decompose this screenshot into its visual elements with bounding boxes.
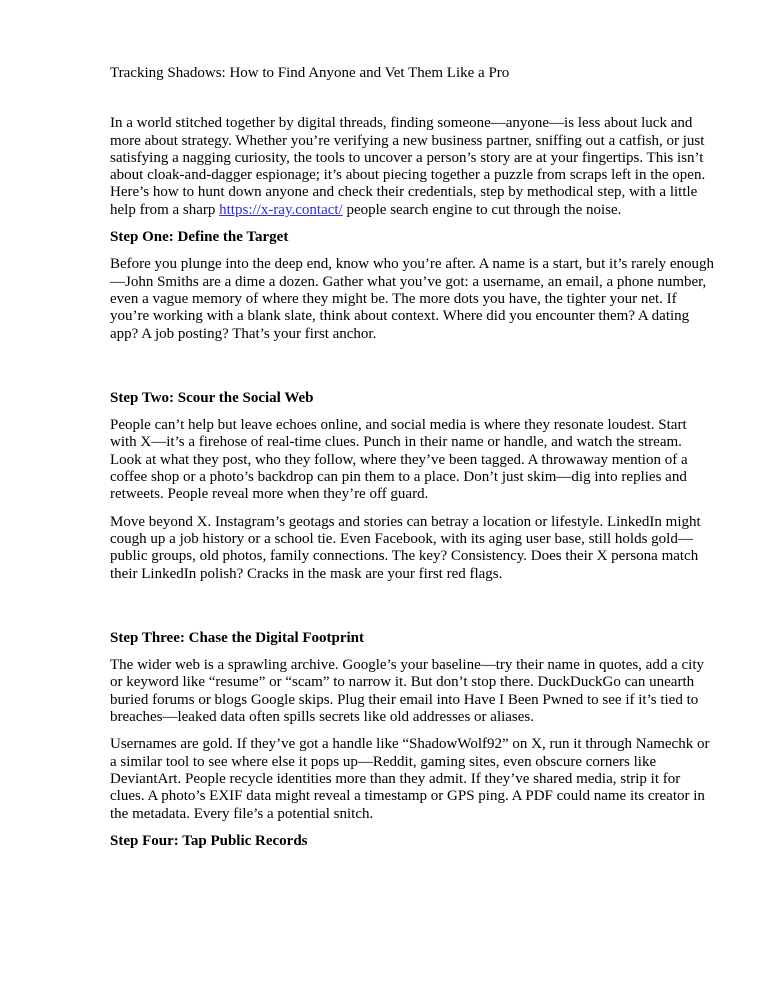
x-ray-contact-link[interactable]: https://x-ray.contact/ (219, 201, 343, 218)
paragraph: The wider web is a sprawling archive. Google’s your baseline—try their name in quotes, add a city or keyword like “resume” or “scam” to narrow it. But don’t stop there. DuckDuckGo can unearth buried forums or blogs Google skips. Plug their email into Have I Been Pwned to see if it’s tied to breaches—leaked data often spills secrets like old addresses or aliases. (110, 657, 704, 726)
section-heading: Step Four: Tap Public Records (110, 832, 308, 849)
section-heading: Step One: Define the Target (110, 229, 289, 246)
section-heading: Step Three: Chase the Digital Footprint (110, 629, 365, 646)
paragraph-text-run: In a world stitched together by digital threads, finding someone—anyone—is less about luck and more about strategy. Whether you’re verifying a new business partner, sniffing out a catfish, or just satisfying a nagging curiosity, the tools to uncover a person’s story are at your fingertips. This isn’t about cloak-and-dagger espionage; it’s about piecing together a puzzle from scraps left in the open. Here’s how to hunt down anyone and check their credentials, step by methodical step, with a little help from a sharp (110, 115, 706, 218)
paragraph: People can’t help but leave echoes online, and social media is where they resonate loudest. Start with X—it’s a firehose of real-time clues. Punch in their name or handle, and watch the stream. Look at what they post, who they follow, where they’ve been tagged. A throwaway mention of a coffee shop or a photo’s backdrop can pin them to a place. Don’t just skim—dig into replies and retweets. People reveal more when they’re off guard. (110, 417, 688, 503)
blank-line-spacer (110, 593, 714, 630)
document-title: Tracking Shadows: How to Find Anyone and Vet Them Like a Pro (110, 65, 510, 81)
blank-line-spacer (110, 353, 714, 390)
paragraph: Move beyond X. Instagram’s geotags and stories can betray a location or lifestyle. LinkedIn might cough up a job history or a school tie. Even Facebook, with its aging user base, still holds gold—public groups, old photos, family connections. The key? Consistency. Does their X persona match their LinkedIn polish? Cracks in the mask are your first red flags. (110, 513, 701, 582)
paragraph (110, 115, 714, 219)
paragraph-text-run: people search engine to cut through the noise. (342, 201, 622, 218)
section-heading: Step Two: Scour the Social Web (110, 389, 314, 406)
paragraph: Usernames are gold. If they’ve got a handle like “ShadowWolf92” on X, run it through Namechk or a similar tool to see where else it pops up—Reddit, gaming sites, even obscure corners like DeviantArt. People recycle identities more than they admit. If they’ve shared media, strip it for clues. A photo’s EXIF data might reveal a timestamp or GPS ping. A PDF could name its creator in the metadata. Every file’s a potential snitch. (110, 736, 710, 822)
paragraph: Before you plunge into the deep end, know who you’re after. A name is a start, but it’s rarely enough—John Smiths are a dime a dozen. Gather what you’ve got: a username, an email, a phone number, even a vague memory of where they might be. The more dots you have, the tighter your net. If you’re working with a blank slate, think about context. Where did you encounter them? A dating app? A job posting? That’s your first anchor. (110, 256, 715, 342)
